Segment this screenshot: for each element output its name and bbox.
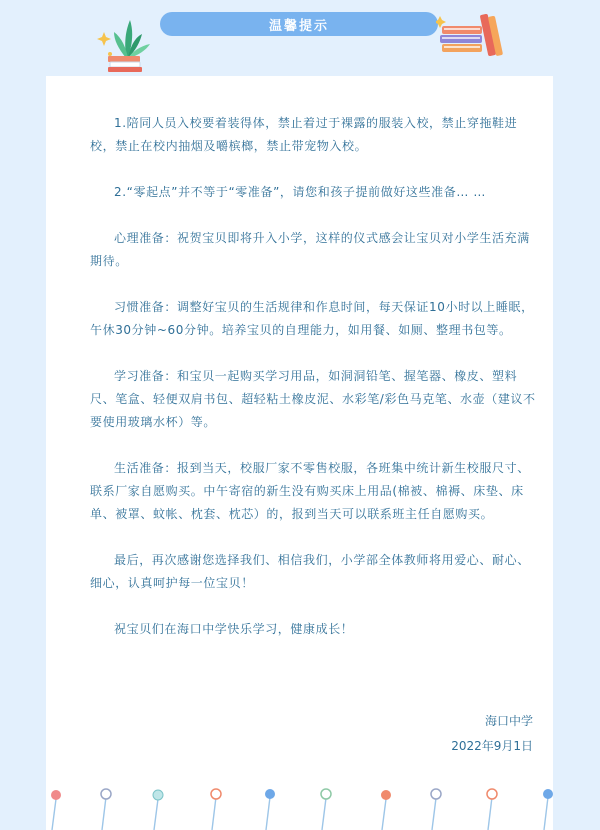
paragraph-habit-prep: 习惯准备：调整好宝贝的生活规律和作息时间，每天保证10小时以上睡眠，午休30分钟~60分钟。培养宝贝的自理能力，如用餐、如厕、整理书包等。 <box>90 300 534 337</box>
paragraph-mental-prep: 心理准备：祝贺宝贝即将升入小学，这样的仪式感会让宝贝对小学生活充满期待。 <box>90 231 530 268</box>
page-title: 温馨提示 <box>160 12 438 36</box>
paragraph-rules: 1.陪同人员入校要着装得体，禁止着过于裸露的服装入校，禁止穿拖鞋进校，禁止在校内抽烟及嚼槟榔，禁止带宠物入校。 <box>90 116 518 153</box>
paragraph-thanks: 最后，再次感谢您选择我们、相信我们，小学部全体教师将用爱心、耐心、细心，认真呵护每一位宝贝！ <box>90 553 530 590</box>
stacked-books-icon <box>436 8 504 66</box>
paragraph-life-prep: 生活准备：报到当天，校服厂家不零售校服，各班集中统计新生校服尺寸、联系厂家自愿购买。中午寄宿的新生没有购买床上用品(棉被、棉褥、床垫、床单、被罩、蚊帐、枕套、枕芯）的，报到当天可以联系班主任自愿购买。 <box>90 461 530 521</box>
notice-body <box>90 112 536 664</box>
signature-block <box>451 709 533 759</box>
paragraph-wishes: 祝宝贝们在海口中学快乐学习，健康成长！ <box>114 622 354 636</box>
paragraph-preparation-intro: 2.“零起点”并不等于“零准备”，请您和孩子提前做好这些准备… … <box>114 185 486 199</box>
lollipop-row-decoration <box>46 785 553 830</box>
notice-card <box>46 76 553 830</box>
books-and-plant-icon <box>96 10 160 74</box>
signature-school: 海口中学 <box>484 714 533 728</box>
signature-date: 2022年9月1日 <box>451 739 533 753</box>
paragraph-study-prep: 学习准备：和宝贝一起购买学习用品，如洞洞铅笔、握笔器、橡皮、塑料尺、笔盒、轻便双肩书包、超轻粘土橡皮泥、水彩笔/彩色马克笔、水壶（建议不要使用玻璃水杯）等。 <box>90 369 536 429</box>
